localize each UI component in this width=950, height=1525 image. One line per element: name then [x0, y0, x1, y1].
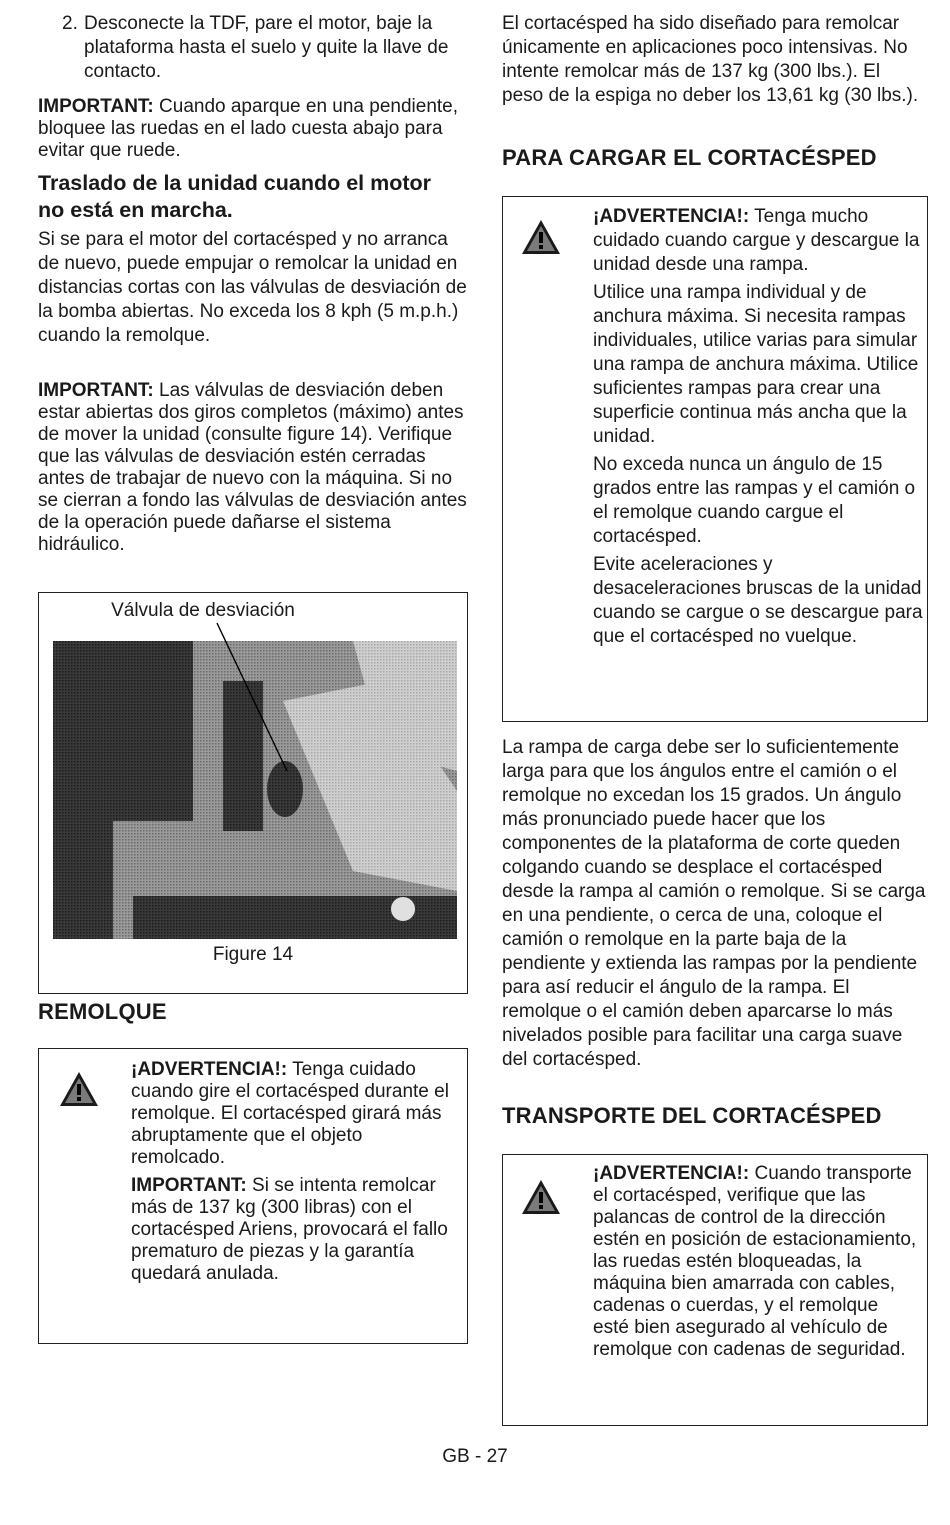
warning-text-remolque — [131, 1059, 461, 1285]
figure-14-box — [38, 592, 468, 994]
figure-callout-label: Válvula de desviación — [111, 600, 295, 621]
step-number: 2. — [62, 13, 78, 34]
important-note-valves — [38, 380, 468, 556]
important-label: IMPORTANT: — [38, 96, 154, 117]
warning-triangle-icon — [521, 1179, 561, 1215]
step-2 — [62, 12, 468, 84]
warning-text-transporte — [593, 1163, 919, 1361]
important-text: Cuando aparque en una pendiente, bloquee las ruedas en el lado cuesta abajo para evitar que ruede. — [38, 96, 459, 161]
warning-label: ¡ADVERTENCIA!: — [593, 1163, 750, 1184]
warning-text-cargar — [593, 205, 923, 649]
warning-box-cargar — [502, 196, 928, 722]
warning-body: Cuando transporte el cortacésped, verifique que las palancas de control de la dirección estén en posición de estacionamiento, las ruedas estén bloqueadas, la máquina bien amarrada con cables, cadenas o cuerdas, y el remolque esté bien asegurado al vehículo de remolque con cadenas de seguridad. — [593, 1163, 917, 1360]
warning-paragraph-2: Utilice una rampa individual y de anchura máxima. Si necesita rampas individuales, utilice varias para simular una rampa de anchura máxima. Utilice suficientes rampas para crear una superficie continua más ancha que la unidad. — [593, 282, 919, 447]
warning-label: ¡ADVERTENCIA!: — [593, 206, 750, 227]
paragraph-traslado: Si se para el motor del cortacésped y no arranca de nuevo, puede empujar o remolcar la unidad en distancias cortas con las válvulas de desviación de la bomba abiertas. No exceda los 8 kph (5 m.p.h.) cuando la remolque. — [38, 229, 467, 346]
paragraph-remolcar-limits: El cortacésped ha sido diseñado para remolcar únicamente en aplicaciones poco intensivas. No intente remolcar más de 137 kg (300 lbs.). El peso de la espiga no deber los 13,61 kg (30 lbs.). — [502, 13, 919, 106]
subheading-traslado: Traslado de la unidad cuando el motor no está en marcha. — [38, 171, 432, 222]
warning-body: Tenga mucho cuidado cuando cargue y descargue la unidad desde una rampa. — [593, 206, 920, 275]
warning-box-transporte — [502, 1154, 928, 1426]
important-label: IMPORTANT: — [131, 1175, 247, 1196]
important-text: Las válvulas de desviación deben estar abiertas dos giros completos (máximo) antes de mover la unidad (consulte figure 14). Verifique que las válvulas de desviación estén cerradas antes de trabajar de nuevo con la máquina. Si no se cierran a fondo las válvulas de desviación antes de la operación puede dañarse el sistema hidráulico. — [38, 380, 467, 555]
section-cargar: PARA CARGAR EL CORTACÉSPED — [502, 145, 877, 170]
callout-leader-line — [39, 593, 469, 793]
warning-box-remolque — [38, 1048, 468, 1344]
figure-caption: Figure 14 — [212, 944, 294, 965]
important-text: Si se intenta remolcar más de 137 kg (300 libras) con el cortacésped Ariens, provocará el fallo prematuro de piezas y la garantía quedará anulada. — [131, 1175, 448, 1284]
section-remolque: REMOLQUE — [38, 999, 167, 1024]
paragraph-rampa: La rampa de carga debe ser lo suficientemente larga para que los ángulos entre el camión o el remolque no excedan los 15 grados. Un ángulo más pronunciado puede hacer que los componentes de la plataforma de corte queden colgando cuando se desplace el cortacésped desde la rampa al camión o remolque. Si se carga en una pendiente, o cerca de una, coloque el camión o remolque en la parte baja de la pendiente y extienda las rampas por la pendiente para así reducir el ángulo de la rampa. El remolque o el camión deben aparcarse lo más nivelados posible para facilitar una carga suave del cortacésped. — [502, 737, 926, 1070]
warning-triangle-icon — [521, 219, 561, 255]
step-text: Desconecte la TDF, pare el motor, baje la plataforma hasta el suelo y quite la llave de contacto. — [84, 13, 449, 82]
section-transporte: TRANSPORTE DEL CORTACÉSPED — [502, 1103, 882, 1128]
important-note-parking — [38, 96, 463, 162]
page-number: GB - 27 — [442, 1446, 508, 1467]
important-label: IMPORTANT: — [38, 380, 154, 401]
warning-triangle-icon — [59, 1071, 99, 1107]
warning-body: Tenga cuidado cuando gire el cortacésped durante el remolque. El cortacésped girará más abruptamente que el objeto remolcado. — [131, 1059, 449, 1168]
warning-paragraph-4: Evite aceleraciones y desaceleraciones bruscas de la unidad cuando se cargue o se descargue para que el cortacésped no vuelque. — [593, 554, 923, 647]
warning-label: ¡ADVERTENCIA!: — [131, 1059, 288, 1080]
warning-paragraph-3: No exceda nunca un ángulo de 15 grados entre las rampas y el camión o el remolque cuando cargue el cortacésped. — [593, 454, 916, 547]
